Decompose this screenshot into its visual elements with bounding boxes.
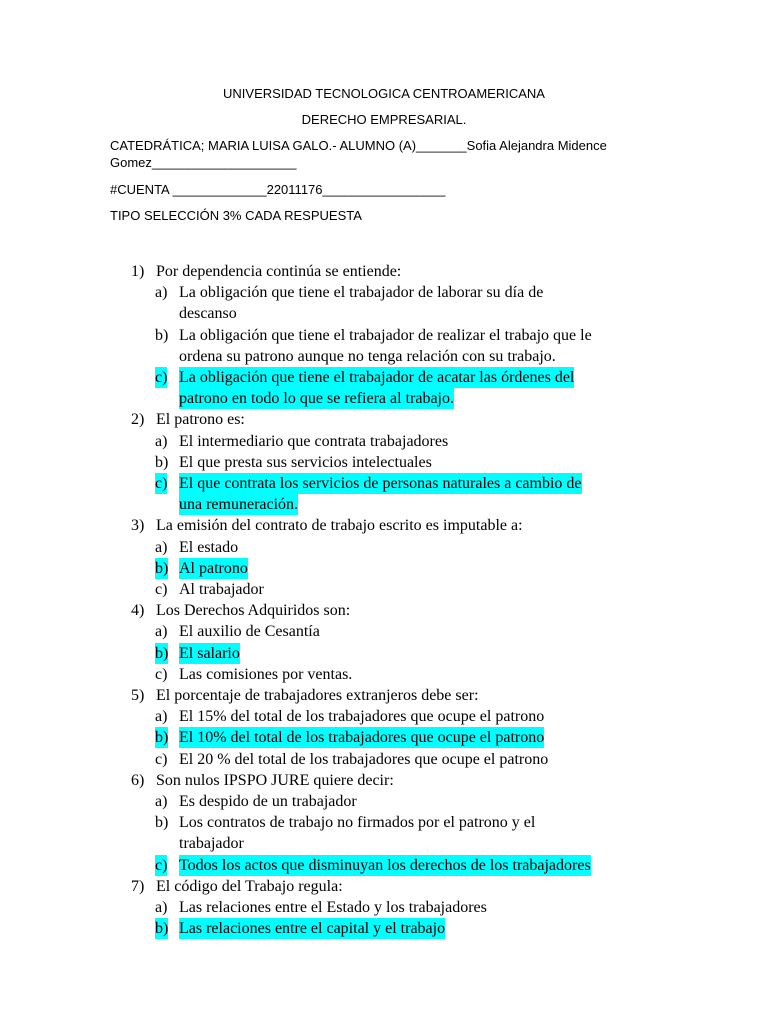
option-label: b) bbox=[155, 729, 169, 747]
question-number: 3) bbox=[131, 517, 145, 535]
option-label: b) bbox=[155, 814, 169, 832]
option-label: b) bbox=[155, 644, 169, 662]
option-label: a) bbox=[155, 432, 168, 450]
option-text: La obligación que tiene el trabajador de acatar las órdenes del bbox=[179, 369, 575, 386]
option-text: Las relaciones entre el Estado y los trabajadores bbox=[179, 899, 487, 916]
question-text: La emisión del contrato de trabajo escrito es imputable a: bbox=[156, 517, 523, 535]
option-text: El salario bbox=[179, 644, 240, 662]
option-text: Las comisiones por ventas. bbox=[179, 665, 353, 683]
option-label: b) bbox=[155, 453, 169, 471]
student-name-continuation: Gomez____________________ bbox=[110, 155, 297, 170]
option-text: El auxilio de Cesantía bbox=[179, 623, 320, 641]
question-text: El porcentaje de trabajadores extranjeros debe ser: bbox=[156, 687, 479, 704]
option-label: a) bbox=[155, 284, 168, 302]
question-number: 6) bbox=[131, 771, 145, 789]
option-text: Los contratos de trabajo no firmados por el patrono y el bbox=[179, 814, 536, 832]
option-label: c) bbox=[155, 856, 168, 874]
option-label: b) bbox=[155, 326, 169, 344]
option-label: c) bbox=[155, 750, 168, 768]
option-text: El que contrata los servicios de personas naturales a cambio de bbox=[179, 475, 582, 492]
course-title: DERECHO EMPRESARIAL. bbox=[301, 112, 467, 127]
option-label: a) bbox=[155, 623, 168, 641]
question-text: Por dependencia continúa se entiende: bbox=[156, 263, 402, 280]
option-text: El 20 % del total de los trabajadores que ocupe el patrono bbox=[179, 750, 549, 768]
option-text: Es despido de un trabajador bbox=[179, 793, 357, 810]
option-text: Las relaciones entre el capital y el trabajo bbox=[179, 920, 446, 938]
question-text: Son nulos IPSPO JURE quiere decir: bbox=[156, 771, 394, 789]
option-text: El intermediario que contrata trabajadores bbox=[179, 432, 449, 450]
university-title: UNIVERSIDAD TECNOLOGICA CENTROAMERICANA bbox=[223, 86, 545, 101]
question-text: El código del Trabajo regula: bbox=[156, 877, 343, 895]
option-text: El 15% del total de los trabajadores que ocupe el patrono bbox=[179, 708, 545, 726]
question-text: Los Derechos Adquiridos son: bbox=[156, 602, 351, 620]
option-text-continuation: una remuneración. bbox=[179, 496, 299, 514]
option-label: c) bbox=[155, 581, 168, 598]
option-label: a) bbox=[155, 538, 168, 556]
option-text-continuation: patrono en todo lo que se refiera al trabajo. bbox=[179, 390, 454, 408]
option-text: El estado bbox=[179, 538, 239, 556]
option-text: Al trabajador bbox=[179, 581, 264, 598]
question-number: 4) bbox=[131, 602, 145, 620]
option-text-continuation: ordena su patrono aunque no tenga relación con su trabajo. bbox=[179, 347, 556, 365]
question-number: 7) bbox=[131, 877, 145, 895]
option-text: El que presta sus servicios intelectuales bbox=[179, 453, 432, 471]
account-number-line: #CUENTA _____________22011176_________________ bbox=[110, 182, 446, 197]
option-label: b) bbox=[155, 559, 169, 577]
instructions-line: TIPO SELECCIÓN 3% CADA RESPUESTA bbox=[110, 208, 362, 223]
option-text-continuation: trabajador bbox=[179, 835, 244, 853]
option-text: La obligación que tiene el trabajador de realizar el trabajo que le bbox=[179, 326, 592, 344]
question-number: 2) bbox=[131, 411, 145, 429]
option-text: La obligación que tiene el trabajador de laborar su día de bbox=[179, 284, 544, 302]
option-text: Todos los actos que disminuyan los derechos de los trabajadores bbox=[179, 856, 591, 874]
question-number: 1) bbox=[131, 263, 145, 280]
question-text: El patrono es: bbox=[156, 411, 245, 429]
option-text: Al patrono bbox=[179, 559, 248, 577]
option-label: a) bbox=[155, 708, 168, 726]
option-label: c) bbox=[155, 475, 168, 492]
option-label: a) bbox=[155, 793, 168, 810]
option-label: b) bbox=[155, 920, 169, 938]
option-label: c) bbox=[155, 665, 168, 683]
option-text-continuation: descanso bbox=[179, 305, 237, 323]
option-label: a) bbox=[155, 899, 168, 916]
question-number: 5) bbox=[131, 687, 145, 704]
option-label: c) bbox=[155, 369, 168, 386]
teacher-student-line: CATEDRÁTICA; MARIA LUISA GALO.- ALUMNO (A)_______Sofia Alejandra Midence bbox=[110, 138, 607, 153]
option-text: El 10% del total de los trabajadores que ocupe el patrono bbox=[179, 729, 545, 747]
